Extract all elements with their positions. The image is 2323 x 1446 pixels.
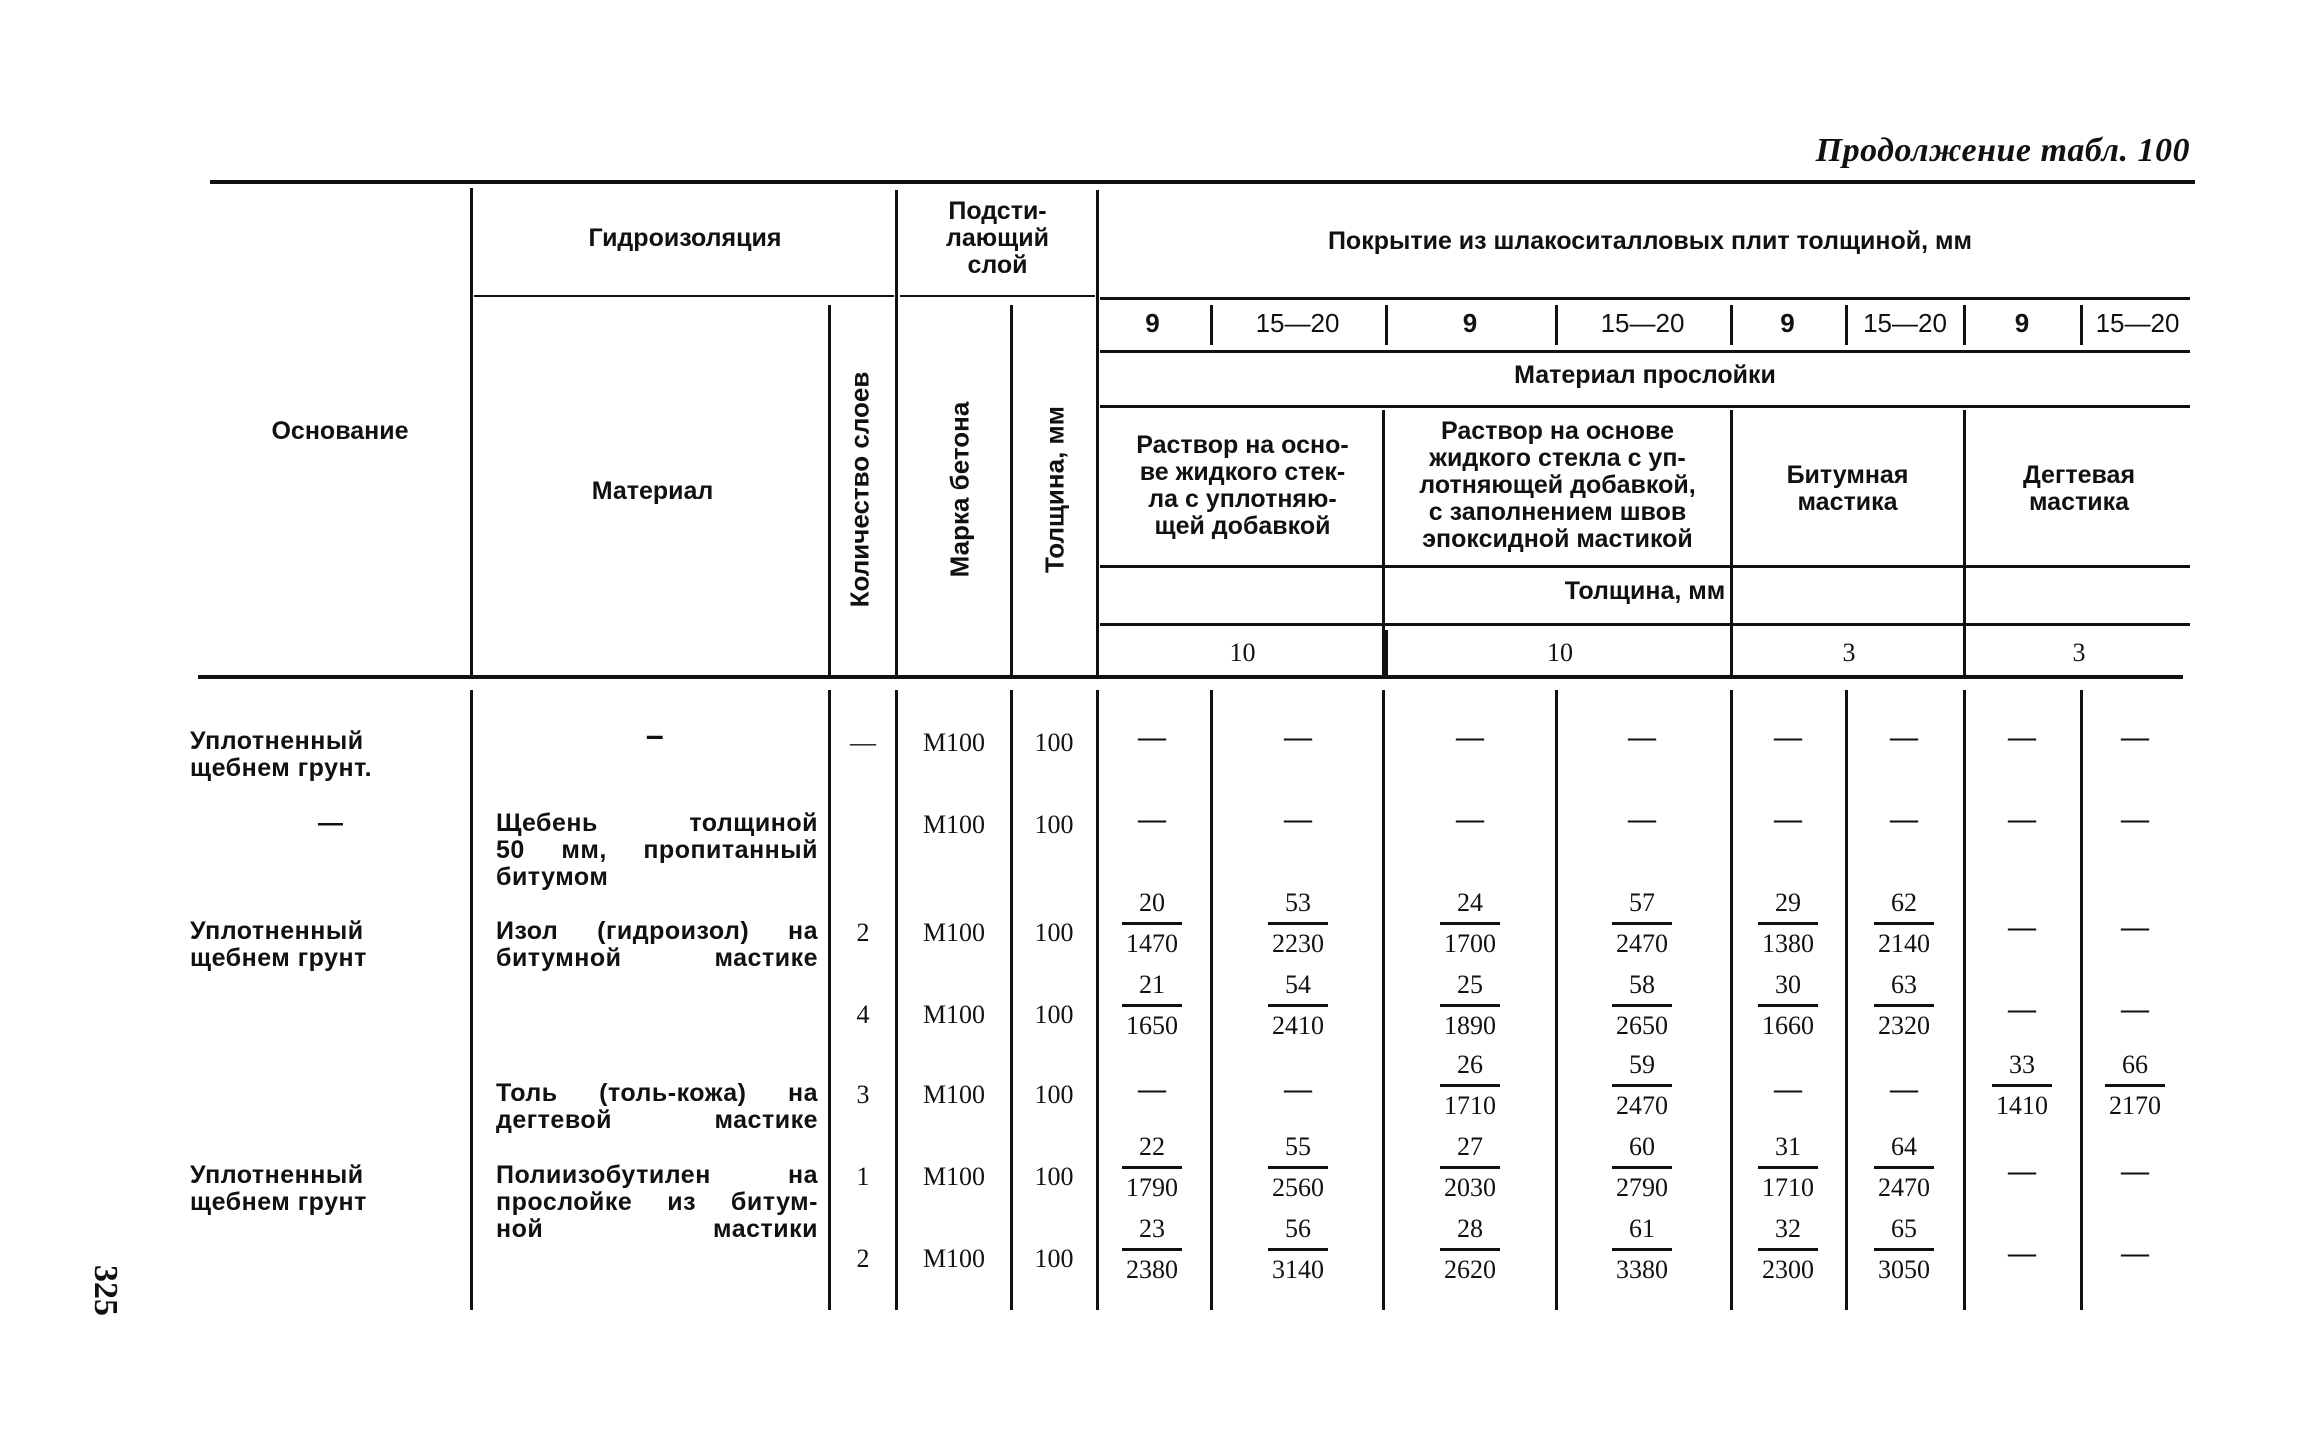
header-osnovanie: Основание <box>271 417 409 445</box>
osnovanie-line: — <box>318 809 344 837</box>
tolshchina: 100 <box>1034 810 1074 839</box>
value-denominator: 1790 <box>1126 1173 1178 1202</box>
plate-thickness-1: 9 <box>1145 308 1160 338</box>
value-denominator: 2470 <box>1616 929 1668 958</box>
value-numerator: 54 <box>1285 970 1311 999</box>
value-fraction <box>1430 970 1510 1041</box>
value-dash: — <box>2121 804 2149 835</box>
osnovanie-line: Уплотненный <box>190 727 364 755</box>
vline-pokrytie-body <box>1096 690 1099 1310</box>
value-dash: — <box>1138 804 1166 835</box>
vline-tol3 <box>1963 630 1966 675</box>
plate-thickness-2: 15—20 <box>1255 308 1340 338</box>
material-line: Щебень толщиной <box>496 809 818 837</box>
marka-betona: М100 <box>922 1080 986 1109</box>
rule-material-pr <box>1100 405 2190 408</box>
value-numerator: 28 <box>1457 1214 1483 1243</box>
tolshchina: 100 <box>1034 1244 1074 1273</box>
value-denominator: 2410 <box>1272 1011 1324 1040</box>
value-numerator: 63 <box>1891 970 1917 999</box>
value-dash: — <box>1284 804 1312 835</box>
prosloyka-4-line: Дегтевая <box>2022 461 2136 489</box>
value-fraction <box>1602 970 1682 1041</box>
prosloyka-2-line: с заполнением швов <box>1428 498 1687 526</box>
value-dash: — <box>1774 722 1802 753</box>
value-numerator: 26 <box>1457 1050 1483 1079</box>
sloi-count: 1 <box>856 1162 870 1191</box>
value-numerator: 57 <box>1629 888 1655 917</box>
value-dash: — <box>2121 722 2149 753</box>
value-fraction <box>1430 888 1510 959</box>
tolshchina: 100 <box>1034 1162 1074 1191</box>
value-numerator: 58 <box>1629 970 1655 999</box>
value-fraction <box>1864 1214 1944 1285</box>
value-fraction <box>1258 888 1338 959</box>
sloi-count: 3 <box>856 1080 870 1109</box>
prosloyka-1-line: Раствор на осно- <box>1136 431 1349 459</box>
value-dash: — <box>1890 804 1918 835</box>
vline-s2 <box>1555 690 1558 1310</box>
value-fraction <box>1258 1132 1338 1203</box>
value-numerator: 53 <box>1285 888 1311 917</box>
value-dash: — <box>1456 804 1484 835</box>
osnovanie-line: Уплотненный <box>190 1161 364 1189</box>
tolshchina: 100 <box>1034 728 1074 757</box>
value-fraction <box>1112 970 1192 1041</box>
value-numerator: 59 <box>1629 1050 1655 1079</box>
vline-t5 <box>1845 305 1848 345</box>
value-denominator: 3380 <box>1616 1255 1668 1284</box>
value-numerator: 56 <box>1285 1214 1311 1243</box>
rule-prosloyki <box>1100 565 2190 568</box>
value-denominator: 1890 <box>1444 1011 1496 1040</box>
tolshchina: 100 <box>1034 918 1074 947</box>
vline-osn-body <box>470 690 473 1310</box>
value-numerator: 60 <box>1629 1132 1655 1161</box>
value-numerator: 66 <box>2122 1050 2148 1079</box>
vline-t7 <box>2080 305 2083 345</box>
value-fraction <box>1112 1132 1192 1203</box>
vline-g1-body <box>1382 690 1385 1310</box>
value-fraction <box>1864 888 1944 959</box>
value-dash: — <box>1890 1074 1918 1105</box>
header-tolshchina-mm: Толщина, мм <box>1039 406 1070 573</box>
vline-t3 <box>1555 305 1558 345</box>
sloi-count: 2 <box>856 1244 870 1273</box>
material-line: Толь (толь-кожа) на <box>496 1079 818 1107</box>
value-denominator: 1410 <box>1996 1091 2048 1120</box>
page-number: 325 <box>87 1265 124 1316</box>
tolshchina-value-2: 10 <box>1547 638 1573 667</box>
value-dash: — <box>1774 804 1802 835</box>
value-dash: — <box>1284 722 1312 753</box>
value-dash: — <box>1138 1074 1166 1105</box>
value-dash: — <box>1774 1074 1802 1105</box>
vline-t1 <box>1210 305 1213 345</box>
sloi-count: — <box>850 728 876 757</box>
vline-podstil-body <box>895 690 898 1310</box>
material-line: Изол (гидроизол) на <box>496 917 818 945</box>
osnovanie-line: Уплотненный <box>190 917 364 945</box>
value-fraction <box>1430 1132 1510 1203</box>
value-numerator: 22 <box>1139 1132 1165 1161</box>
plate-thickness-7: 9 <box>2014 308 2030 338</box>
tolshchina-value-1: 10 <box>1229 638 1256 667</box>
value-denominator: 2230 <box>1272 929 1324 958</box>
value-dash: — <box>1138 722 1166 753</box>
rule-podstil <box>900 295 1095 297</box>
value-fraction <box>1864 1132 1944 1203</box>
prosloyka-3-line: Битумная <box>1786 461 1909 489</box>
vline-tol1 <box>1385 630 1388 675</box>
vline-marka-body <box>1010 690 1013 1310</box>
tolshchina: 100 <box>1034 1080 1074 1109</box>
value-dash: — <box>2008 804 2036 835</box>
prosloyka-2-line: эпоксидной мастикой <box>1422 525 1693 553</box>
value-denominator: 3050 <box>1878 1255 1930 1284</box>
value-denominator: 2790 <box>1616 1173 1668 1202</box>
value-denominator: 2320 <box>1878 1011 1930 1040</box>
header-pokrytie: Покрытие из шлакоситалловых плит толщиной, мм <box>1327 227 1973 255</box>
header-bottom-rule <box>198 675 2183 679</box>
value-dash: — <box>2121 1156 2149 1187</box>
tolshchina: 100 <box>1034 1000 1074 1029</box>
marka-betona: М100 <box>922 1244 986 1273</box>
value-denominator: 1650 <box>1126 1011 1178 1040</box>
sloi-count: 4 <box>856 1000 870 1029</box>
podstil-line-3: слой <box>967 251 1028 279</box>
header-gidroizolyaciya: Гидроизоляция <box>588 224 782 252</box>
vline-osn <box>470 188 473 675</box>
value-dash: — <box>1628 722 1656 753</box>
rule-thickness <box>1100 350 2190 353</box>
value-fraction <box>1430 1050 1510 1121</box>
header-kolichestvo-sloev: Количество слоев <box>844 371 875 608</box>
value-denominator: 2300 <box>1762 1255 1814 1284</box>
value-numerator: 20 <box>1139 888 1165 917</box>
plate-thickness-6: 15—20 <box>1863 308 1947 338</box>
value-numerator: 29 <box>1775 888 1801 917</box>
value-numerator: 23 <box>1139 1214 1165 1243</box>
value-fraction <box>1112 888 1192 959</box>
value-fraction <box>1748 970 1828 1041</box>
vline-t4 <box>1730 305 1733 345</box>
value-numerator: 61 <box>1629 1214 1655 1243</box>
value-fraction <box>1602 1050 1682 1121</box>
vline-t2 <box>1385 305 1388 345</box>
value-denominator: 2560 <box>1272 1173 1324 1202</box>
value-denominator: 2170 <box>2109 1091 2161 1120</box>
value-fraction <box>1258 1214 1338 1285</box>
value-numerator: 55 <box>1285 1132 1311 1161</box>
value-numerator: 27 <box>1457 1132 1483 1161</box>
value-denominator: 3140 <box>1272 1255 1324 1284</box>
prosloyka-4 <box>1968 462 2190 516</box>
value-numerator: 65 <box>1891 1214 1917 1243</box>
tolshchina-value-4: 3 <box>2072 638 2086 667</box>
plate-thickness-8: 15—20 <box>2095 308 2180 338</box>
prosloyka-2-line: лотняющей добавкой, <box>1419 471 1696 499</box>
vline-g3-body <box>1963 690 1966 1310</box>
prosloyka-2-line: жидкого стекла с уп- <box>1429 444 1686 472</box>
vline-t6 <box>1963 305 1966 345</box>
prosloyka-3 <box>1735 462 1960 516</box>
material-line: битумной мастике <box>496 944 818 972</box>
value-fraction <box>1748 1214 1828 1285</box>
top-rule <box>210 180 2195 184</box>
value-numerator: 30 <box>1775 970 1801 999</box>
value-denominator: 2030 <box>1444 1173 1496 1202</box>
value-dash: — <box>2008 1238 2036 1269</box>
value-denominator: 2470 <box>1616 1091 1668 1120</box>
marka-betona: М100 <box>922 1000 986 1029</box>
vline-tol2 <box>1730 630 1733 675</box>
prosloyka-4-line: мастика <box>2029 488 2129 516</box>
value-fraction <box>1258 970 1338 1041</box>
header-marka-betona: Марка бетона <box>944 401 975 578</box>
material-line: – <box>645 717 665 753</box>
material-line: Полиизобутилен на <box>496 1161 818 1189</box>
value-fraction <box>1748 888 1828 959</box>
value-dash: — <box>2008 994 2036 1025</box>
value-denominator: 1470 <box>1126 929 1178 958</box>
value-fraction <box>1602 1132 1682 1203</box>
plate-thickness-5: 9 <box>1780 308 1795 338</box>
value-fraction <box>1112 1214 1192 1285</box>
table-caption: Продолжение табл. 100 <box>1815 132 2190 169</box>
marka-betona: М100 <box>922 1162 986 1191</box>
header-podstilayushchiy <box>900 198 1095 279</box>
prosloyka-2-line: Раствор на основе <box>1440 417 1675 445</box>
tolshchina-value-3: 3 <box>1842 638 1856 667</box>
value-numerator: 32 <box>1775 1214 1801 1243</box>
value-denominator: 2380 <box>1126 1255 1178 1284</box>
rule-gidro <box>474 295 894 297</box>
value-dash: — <box>2008 912 2036 943</box>
rule-pokrytie <box>1100 297 2190 300</box>
vline-marka <box>1010 305 1013 675</box>
marka-betona: М100 <box>922 728 986 757</box>
value-denominator: 2620 <box>1444 1255 1496 1284</box>
value-denominator: 1710 <box>1762 1173 1814 1202</box>
value-denominator: 2650 <box>1616 1011 1668 1040</box>
value-dash: — <box>1890 722 1918 753</box>
header-material: Материал <box>591 477 714 505</box>
value-numerator: 25 <box>1457 970 1483 999</box>
prosloyka-1-line: ла с уплотняю- <box>1148 485 1337 513</box>
value-fraction <box>1864 970 1944 1041</box>
prosloyka-1 <box>1105 432 1380 540</box>
material-line: битумом <box>496 863 609 891</box>
value-denominator: 1700 <box>1444 929 1496 958</box>
material-line: прослойке из битум- <box>496 1188 818 1216</box>
value-numerator: 64 <box>1891 1132 1917 1161</box>
material-line: 50 мм, пропитанный <box>496 836 818 864</box>
value-fraction <box>1602 888 1682 959</box>
value-denominator: 1660 <box>1762 1011 1814 1040</box>
header-tolshchina: Толщина, мм <box>1564 577 1726 605</box>
value-denominator: 2470 <box>1878 1173 1930 1202</box>
prosloyka-1-line: щей добавкой <box>1154 512 1331 540</box>
vline-g2-body <box>1730 690 1733 1310</box>
podstil-line-2: лающий <box>946 224 1049 252</box>
osnovanie-line: щебнем грунт <box>190 944 367 972</box>
rule-tolshchina <box>1100 623 2190 626</box>
value-dash: — <box>2121 1238 2149 1269</box>
osnovanie-line: щебнем грунт <box>190 1188 367 1216</box>
vline-sloi-body <box>828 690 831 1310</box>
vline-s1 <box>1210 690 1213 1310</box>
value-dash: — <box>2121 994 2149 1025</box>
value-numerator: 24 <box>1457 888 1483 917</box>
podstil-line-1: Подсти- <box>948 197 1047 225</box>
vline-pokrytie <box>1096 190 1099 675</box>
osnovanie-line: щебнем грунт. <box>190 754 373 782</box>
value-numerator: 33 <box>2009 1050 2035 1079</box>
value-fraction <box>1982 1050 2062 1121</box>
prosloyka-1-line: ве жидкого стек- <box>1139 458 1346 486</box>
value-dash: — <box>1628 804 1656 835</box>
sloi-count: 2 <box>856 918 870 947</box>
header-material-prosloyki: Материал прослойки <box>1514 361 1776 389</box>
value-dash: — <box>2008 722 2036 753</box>
value-denominator: 1380 <box>1762 929 1814 958</box>
vline-s4 <box>2080 690 2083 1310</box>
prosloyka-2 <box>1390 418 1725 553</box>
marka-betona: М100 <box>922 810 986 839</box>
prosloyka-3-line: мастика <box>1797 488 1898 516</box>
vline-s3 <box>1845 690 1848 1310</box>
value-dash: — <box>1284 1074 1312 1105</box>
plate-thickness-4: 15—20 <box>1600 308 1685 338</box>
value-fraction <box>1748 1132 1828 1203</box>
value-numerator: 21 <box>1139 970 1165 999</box>
value-numerator: 31 <box>1775 1132 1801 1161</box>
value-dash: — <box>2121 912 2149 943</box>
value-dash: — <box>1456 722 1484 753</box>
value-fraction <box>1430 1214 1510 1285</box>
material-line: дегтевой мастике <box>496 1106 818 1134</box>
plate-thickness-3: 9 <box>1462 308 1478 338</box>
value-denominator: 1710 <box>1444 1091 1496 1120</box>
material-line: ной мастики <box>496 1215 818 1243</box>
value-denominator: 2140 <box>1878 929 1930 958</box>
marka-betona: М100 <box>922 918 986 947</box>
value-fraction <box>1602 1214 1682 1285</box>
value-fraction <box>2095 1050 2175 1121</box>
value-numerator: 62 <box>1891 888 1917 917</box>
value-dash: — <box>2008 1156 2036 1187</box>
vline-sloi <box>828 305 831 675</box>
vline-podstil <box>895 190 898 675</box>
